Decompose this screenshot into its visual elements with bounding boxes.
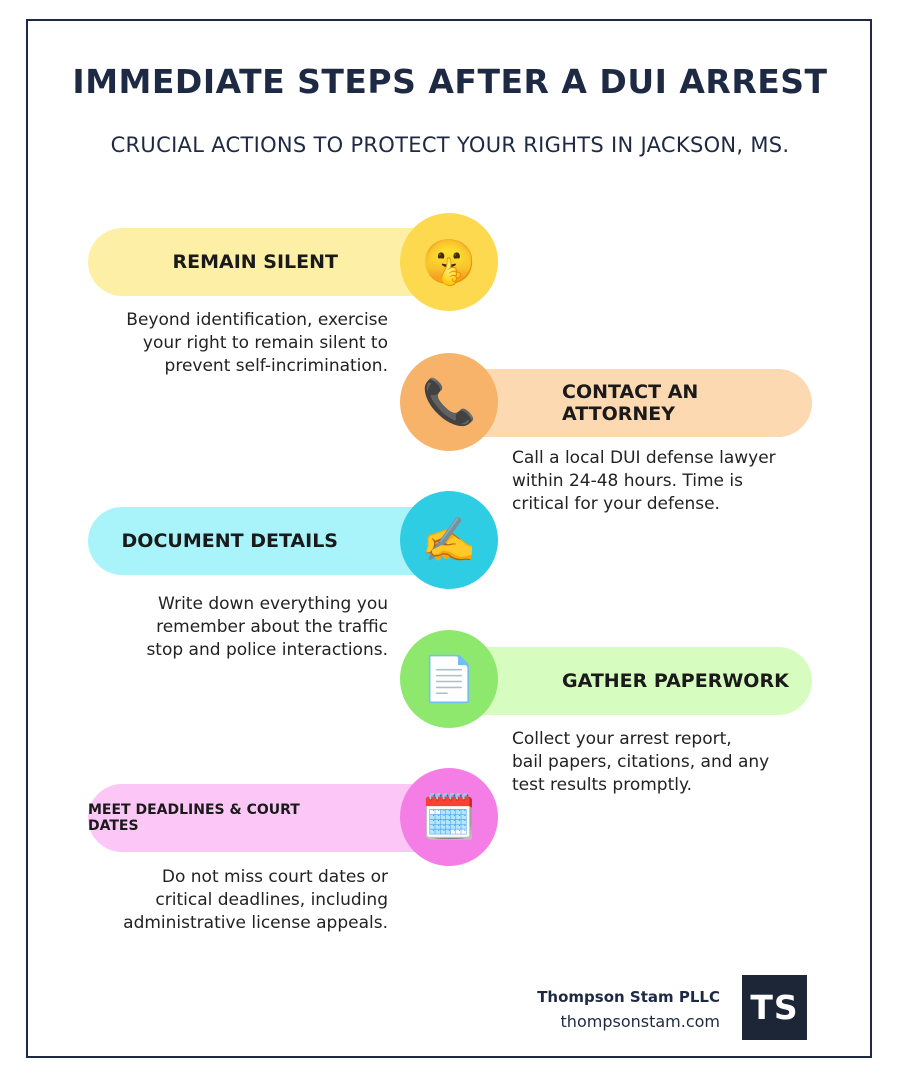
step-4-description: Collect your arrest report, bail papers, citations, and any test results promptly. [512, 729, 770, 795]
step-3-circle [400, 491, 498, 589]
step-4-pill [450, 647, 812, 715]
page-title: IMMEDIATE STEPS AFTER A DUI ARREST [72, 62, 828, 101]
shushing-face-icon: 🤫 [421, 237, 477, 288]
step-2-pill [450, 369, 812, 437]
telephone-icon: 📞 [421, 377, 477, 428]
page-subtitle: CRUCIAL ACTIONS TO PROTECT YOUR RIGHTS IN JACKSON, MS. [110, 133, 790, 157]
step-5-pill [88, 784, 450, 852]
step-5-title: MEET DEADLINES & COURT DATES [88, 802, 300, 834]
firm-logo: TS [742, 975, 807, 1040]
step-2-circle [400, 353, 498, 451]
step-1-description: Beyond identification, exercise your right to remain silent to prevent self-incrimination. [126, 310, 388, 376]
step-3-pill [88, 507, 450, 575]
step-1-title: REMAIN SILENT [172, 251, 338, 273]
writing-hand-icon: ✍️ [421, 515, 477, 566]
firm-name: Thompson Stam PLLC [537, 988, 720, 1006]
step-4-title: GATHER PAPERWORK [562, 670, 789, 692]
step-5-circle [400, 768, 498, 866]
website-link[interactable]: thompsonstam.com [560, 1012, 720, 1031]
document-icon: 📄 [421, 654, 477, 705]
step-2-description: Call a local DUI defense lawyer within 24-48 hours. Time is critical for your defense. [512, 448, 776, 514]
calendar-icon: 🗓️ [421, 792, 477, 843]
step-2-title: CONTACT AN ATTORNEY [562, 381, 699, 425]
step-3-description: Write down everything you remember about the traffic stop and police interactions. [146, 594, 388, 660]
step-3-title: DOCUMENT DETAILS [121, 530, 338, 552]
step-1-circle [400, 213, 498, 311]
step-4-circle [400, 630, 498, 728]
step-5-description: Do not miss court dates or critical deadlines, including administrative license appeals. [123, 867, 388, 933]
step-1-pill [88, 228, 450, 296]
